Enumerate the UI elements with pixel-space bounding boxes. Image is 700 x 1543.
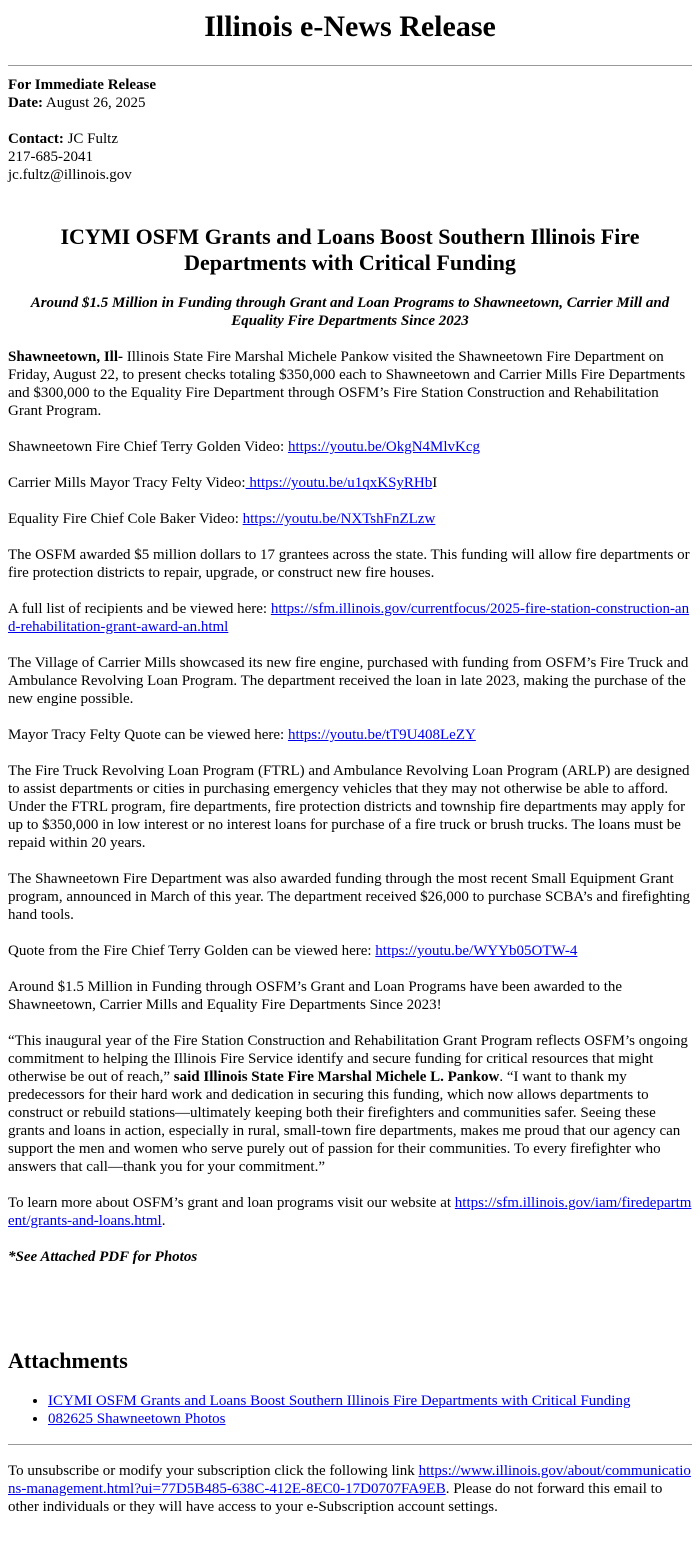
lead-paragraph: Shawneetown, Ill- Illinois State Fire Marshal Michele Pankow visited the Shawneetown Fire Department on Friday, August 22, to present checks totaling $350,000 each to Shawneetown and Carrier Mills Fire Departments and $300,000 to the Equality Fire Department through OSFM’s Fire Station Construction and Rehabilitation Grant Program. <box>8 349 686 419</box>
attachment-link-release[interactable]: ICYMI OSFM Grants and Loans Boost Southern Illinois Fire Departments with Critical Funding <box>48 1393 631 1409</box>
paragraph-total-funding: Around $1.5 Million in Funding through OSFM’s Grant and Loan Programs have been awarded to the Shawneetown, Carrier Mills and Equality Fire Departments Since 2023! <box>8 979 623 1013</box>
chief-quote-link[interactable]: https://youtu.be/WYYb05OTW-4 <box>375 943 578 959</box>
contact-label: Contact: <box>8 131 64 147</box>
learn-more-line: To learn more about OSFM’s grant and loan programs visit our website at https://sfm.illinois.gov/iam/firedepartment/grants-and-loans.html. <box>8 1195 692 1229</box>
contact-email: jc.fultz@illinois.gov <box>8 167 132 183</box>
attachments-title: Attachments <box>8 1348 128 1373</box>
paragraph-small-equipment: The Shawneetown Fire Department was also awarded funding through the most recent Small Equipment Grant program, announced in March of this year. The department received $26,000 to purchase SCBA’s and firefighting hand tools. <box>8 871 691 923</box>
article-headline: ICYMI OSFM Grants and Loans Boost Southern Illinois Fire Departments with Critical Funding <box>60 224 640 275</box>
attachment-item <box>48 1410 692 1428</box>
mayor-quote-link[interactable]: https://youtu.be/tT9U408LeZY <box>287 727 476 743</box>
mayor-quote-line: Mayor Tracy Felty Quote can be viewed here: https://youtu.be/tT9U408LeZY <box>8 727 476 743</box>
video1-link[interactable]: https://youtu.be/OkgN4MlvKcg <box>287 439 481 455</box>
paragraph-funding: The OSFM awarded $5 million dollars to 17 grantees across the state. This funding will allow fire departments or fire protection districts to repair, upgrade, or construct new fire houses. <box>8 547 690 581</box>
paragraph-loan-programs: The Fire Truck Revolving Loan Program (FTRL) and Ambulance Revolving Loan Program (ARLP) are designed to assist departments or cities in purchasing emergency vehicles that they may not otherwise be able to afford. Under the FTRL program, fire departments, fire protection districts and township fire departments may apply for up to $350,000 in low interest or no interest loans for purchase of a fire truck or brush trucks. The loans must be repaid within 20 years. <box>8 763 690 851</box>
date-label: Date: <box>8 95 43 111</box>
video3-line: Equality Fire Chief Cole Baker Video: https://youtu.be/NXTshFnZLzw <box>8 511 436 527</box>
marshal-quote: “This inaugural year of the Fire Station Construction and Rehabilitation Grant Program reflects OSFM’s ongoing commitment to helping the Illinois Fire Service identify and secure funding for critical resources that might otherwise be out of reach,” said Illinois State Fire Marshal Michele L. Pankow. “I want to thank my predecessors for their hard work and dedication in securing this funding, which now allows departments to construct or rebuild stations—ultimately keeping both their firefighters and communities safer. Seeing these grants and loans in action, especially in rural, small-town fire departments, makes me proud that our agency can support the men and women who serve purely out of passion for their communities. To every firefighter who answers that call—thank you for your commitment.” <box>8 1033 688 1175</box>
article-subhead: Around $1.5 Million in Funding through Grant and Loan Programs to Shawneetown, Carrier Mill and Equality Fire Departments Since 2023 <box>30 295 670 329</box>
attachment-link-photos[interactable]: 082625 Shawneetown Photos <box>48 1411 226 1427</box>
date-value: August 26, 2025 <box>42 95 146 111</box>
video2-line: Carrier Mills Mayor Tracy Felty Video: https://youtu.be/u1qxKSyRHbI <box>8 475 438 491</box>
chief-quote-line: Quote from the Fire Chief Terry Golden can be viewed here: https://youtu.be/WYYb05OTW-4 <box>8 943 578 959</box>
unsubscribe-footer: To unsubscribe or modify your subscription click the following link https://www.illinois.gov/about/communications-management.html?ui=77D5B485-638C-412E-8EC0-17D0707FA9EB. Please do not forward this email to other individuals or they will have access to your e-Subscription account settings. <box>8 1463 691 1515</box>
video3-link[interactable]: https://youtu.be/NXTshFnZLzw <box>242 511 436 527</box>
contact-line <box>8 130 692 148</box>
quote-attribution: said Illinois State Fire Marshal Michele L. Pankow <box>173 1069 500 1085</box>
recipients-link[interactable]: https://sfm.illinois.gov/currentfocus/2025-fire-station-construction-and-rehabilitation-grant-award-an.html <box>8 601 690 635</box>
recipients-line: A full list of recipients and be viewed here: https://sfm.illinois.gov/currentfocus/2025-fire-station-construction-and-rehabilitation-grant-award-an.html <box>8 601 690 635</box>
banner-title: Illinois e-News Release <box>204 10 496 43</box>
footer-divider <box>8 1444 692 1445</box>
dateline: Shawneetown, Ill- <box>8 349 124 365</box>
header-divider <box>8 65 692 66</box>
photos-note: *See Attached PDF for Photos <box>8 1249 198 1265</box>
unsubscribe-link[interactable]: https://www.illinois.gov/about/communications-management.html?ui=77D5B485-638C-412E-8EC0-17D0707FA9EB <box>8 1463 691 1497</box>
release-label-line <box>8 76 692 94</box>
attachments-list <box>8 1392 692 1428</box>
attachment-item <box>48 1392 692 1410</box>
paragraph-carrier-mills: The Village of Carrier Mills showcased its new fire engine, purchased with funding from OSFM’s Fire Truck and Ambulance Revolving Loan Program. The department received the loan in late 2023, making the purchase of the new engine possible. <box>8 655 689 707</box>
release-header <box>8 76 692 184</box>
grants-loans-link[interactable]: https://sfm.illinois.gov/iam/firedepartment/grants-and-loans.html <box>8 1195 692 1229</box>
video1-line: Shawneetown Fire Chief Terry Golden Video: https://youtu.be/OkgN4MlvKcg <box>8 439 481 455</box>
contact-name: JC Fultz <box>63 131 119 147</box>
video2-link[interactable]: https://youtu.be/u1qxKSyRHb <box>245 475 433 491</box>
contact-phone: 217-685-2041 <box>8 149 93 165</box>
release-label: For Immediate Release <box>8 77 157 93</box>
date-line <box>8 94 692 112</box>
